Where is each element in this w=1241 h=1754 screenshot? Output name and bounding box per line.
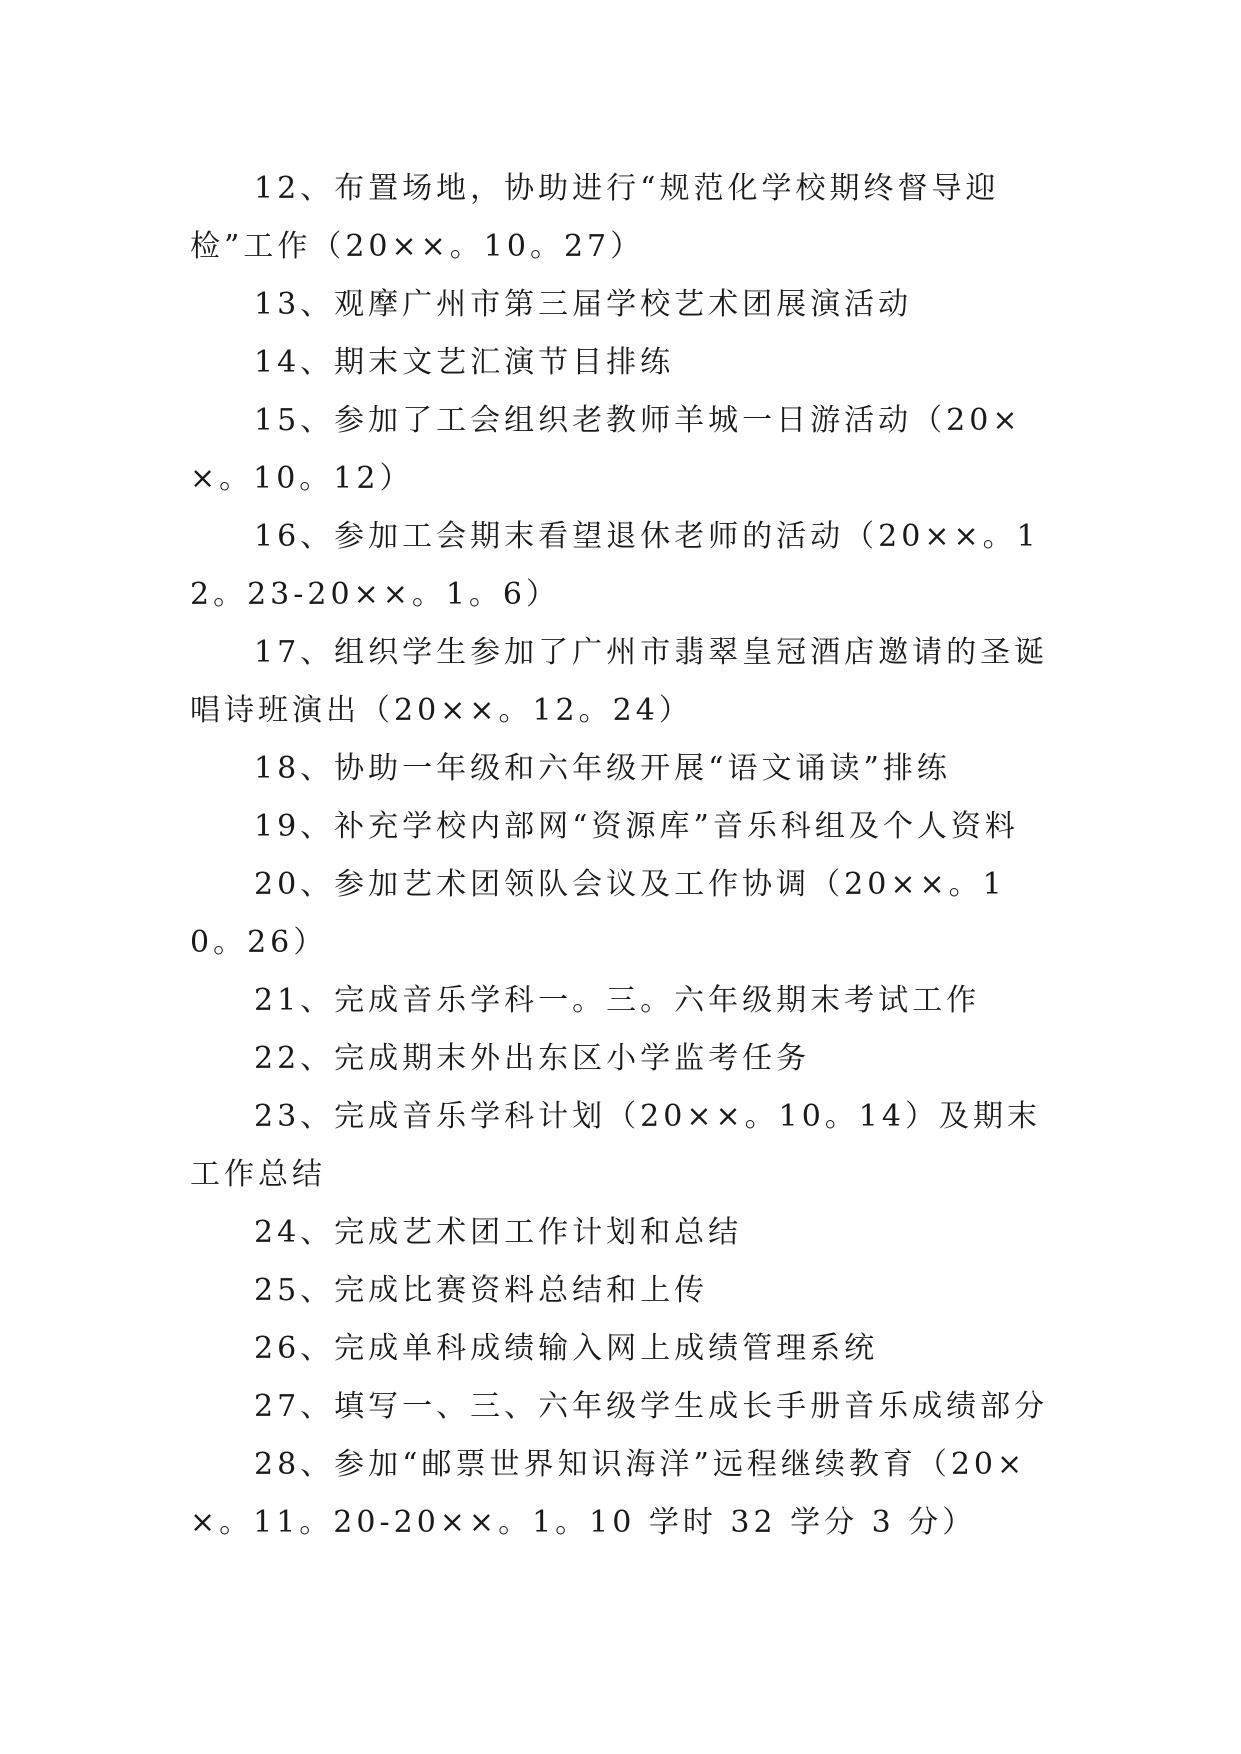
list-item: 15、参加了工会组织老教师羊城一日游活动（20××。10。12） [190,403,1022,496]
list-item: 18、协助一年级和六年级开展“语文诵读”排练 [254,751,951,786]
list-item: 27、填写一、三、六年级学生成长手册音乐成绩部分 [254,1389,1049,1424]
list-item: 13、观摩广州市第三届学校艺术团展演活动 [254,287,913,322]
list-item: 24、完成艺术团工作计划和总结 [254,1215,743,1250]
list-item: 28、参加“邮票世界知识海洋”远程继续教育（20××。11。20-20××。1。10 学时 32 学分 3 分） [190,1447,1027,1540]
list-item: 20、参加艺术团领队会议及工作协调（20××。10。26） [190,867,1006,960]
list-item: 14、期末文艺汇演节目排练 [254,345,675,380]
list-item: 21、完成音乐学科一。三。六年级期末考试工作 [254,983,981,1018]
list-item: 17、组织学生参加了广州市翡翠皇冠酒店邀请的圣诞唱诗班演出（20××。12。24） [190,635,1049,728]
list-item: 22、完成期末外出东区小学监考任务 [254,1041,811,1076]
list-item: 23、完成音乐学科计划（20××。10。14）及期末工作总结 [190,1099,1041,1192]
list-item: 12、布置场地，协助进行“规范化学校期终督导迎检”工作（20××。10。27） [190,171,1000,264]
list-item: 25、完成比赛资料总结和上传 [254,1273,709,1308]
list-item: 26、完成单科成绩输入网上成绩管理系统 [254,1331,879,1366]
list-item: 19、补充学校内部网“资源库”音乐科组及个人资料 [254,809,1019,844]
list-item: 16、参加工会期末看望退休老师的活动（20××。12。23-20××。1。6） [190,519,1040,612]
document-body [190,160,1060,1552]
